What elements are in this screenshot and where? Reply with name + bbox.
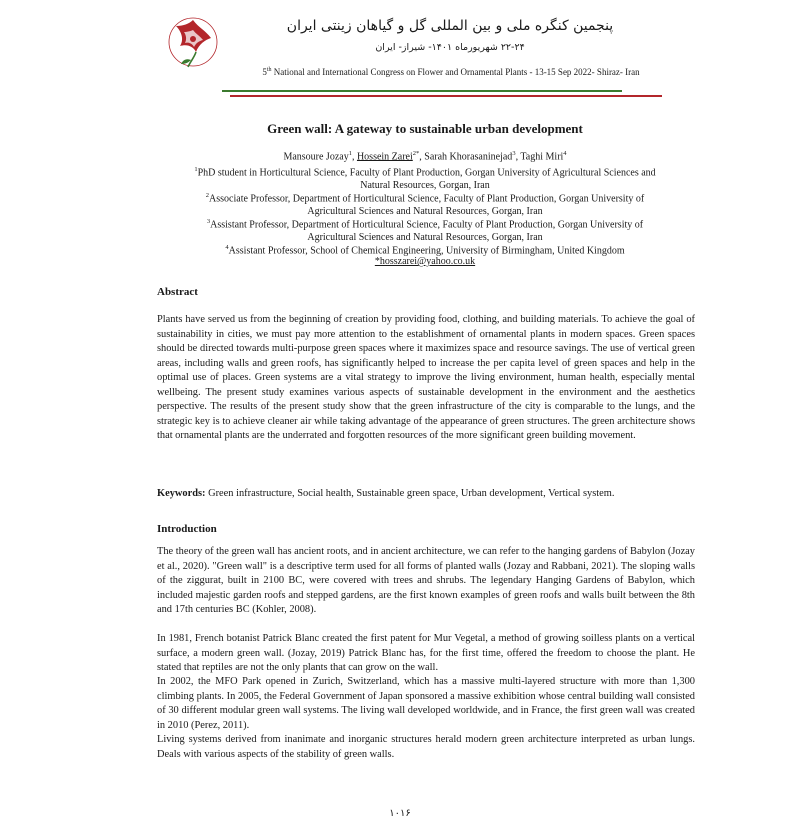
- corresponding-email-link[interactable]: *hosszarei@yahoo.co.uk: [374, 256, 476, 267]
- keywords-text: Green infrastructure, Social health, Sustainable green space, Urban development, Vertical system.: [208, 488, 615, 499]
- author-name: Hossein Zarei: [356, 151, 413, 163]
- introduction-paragraph: In 2002, the MFO Park opened in Zurich, Switzerland, which has a massive multi-layered structure with more than 1,300 climbing plants. In 2005, the Federal Government of Japan sponsored a massive exhibition whose central building wall consisted of 30 different modular green wall systems. The living wall developed worldwide, and in France, the first green wall was created in 2010 (Perez, 2011).: [157, 676, 695, 731]
- congress-logo-icon: [166, 12, 220, 72]
- introduction-paragraph: In 1981, French botanist Patrick Blanc created the first patent for Mur Vegetal, a method of growing soilless plants on a vertical surface, a modern green wall. (Jozay, 2019) Patrick Blanc has, for the first time, offered the freedom to choose the plant. He stated that reptiles are not the only plants that can grow on the wall.: [157, 633, 695, 673]
- congress-title-english: 5th National and International Congress on Flower and Ornamental Plants - 13-15 Sep 2022- Shiraz- Iran: [262, 67, 640, 77]
- header-rule-green: [222, 90, 622, 92]
- affiliation: $^1$PhD student in Horticultural Science, Faculty of Plant Production, Gorgan University of Agricultural Sciences and Natural Resources, Gorgan, Iran: [194, 166, 656, 192]
- keywords: [157, 487, 695, 502]
- affiliation: $^3$Assistant Professor, Department of Horticultural Science, Faculty of Plant Production, Gorgan University of Agricultural Sciences and Natural Resources, Gorgan, Iran: [206, 218, 644, 244]
- abstract-text: Plants have served us from the beginning of creation by providing food, clothing, and building materials. To achieve the goal of sustainability in cities, we must pay more attention to the establishment of ornamental plants in modern spaces. Green spaces should be directed towards multi-purpose green spaces where it maximizes space and resource savings. The use of vertical green areas, including walls and green roofs, has significantly helped to increase the per capita level of green spaces and help in the optimal use of places. Green systems are a vital strategy to improve the living environment, human health, especially mental wellbeing. The present study examines various aspects of sustainable development in the environment and the aesthetics perspective. The results of the present study show that the green infrastructure of the city is comparable to the lungs, and the strategic key is to achieve cleaner air while taking advantage of the appearance of green structures. The green architecture shows that ornamental plants are the underrated and forgotten resources of the more significant green building movement.: [157, 314, 695, 441]
- header-rule-red: [230, 95, 662, 97]
- keywords-label: Keywords:: [157, 488, 206, 499]
- author-name: Taghi Miri: [520, 151, 564, 163]
- congress-title-persian: پنجمین کنگره ملی و بین المللی گل و گیاهان زینتی ایران: [286, 18, 614, 34]
- author-list: Mansoure Jozay$^1$, Hossein Zarei$^{2*}$, Sarah Khorasaninejad$^3$, Taghi Miri$^4$: [283, 150, 567, 163]
- introduction-paragraph: The theory of the green wall has ancient roots, and in ancient architecture, we can refer to the hanging gardens of Babylon (Jozay et al., 2020). "Green wall" is a descriptive term used for all forms of planted walls (Jozay and Rabbani, 2021). The sloping walls of the ziggurat, built in 2100 BC, were covered with trees and shrubs. The legendary Hanging Gardens of Babylon, which included majestic garden roofs and stepped gardens, are the first known examples of green roofs and walls built between the 8th and 17th centuries BC (Kohler, 2008).: [157, 546, 695, 615]
- abstract-heading: Abstract: [157, 286, 198, 298]
- introduction-heading: Introduction: [157, 523, 217, 535]
- affiliation: $^2$Associate Professor, Department of Horticultural Science, Faculty of Plant Production, Gorgan University of Agricultural Sciences and Natural Resources, Gorgan, Iran: [205, 192, 645, 218]
- paper-title: Green wall: A gateway to sustainable urban development: [267, 121, 583, 136]
- affiliation: $^4$Assistant Professor, School of Chemical Engineering, University of Birmingham, United Kingdom: [225, 244, 625, 257]
- page-number: ۱۰۱۶: [389, 808, 411, 819]
- introduction-paragraph: Living systems derived from inanimate and inorganic structures herald modern green architecture interpreted as urban lungs. Deals with various aspects of the stability of green walls.: [157, 734, 695, 760]
- congress-dates-persian: ۲۲-۲۴ شهریورماه ۱۴۰۱- شیراز- ایران: [375, 42, 525, 53]
- author-name: Sarah Khorasaninejad: [424, 151, 513, 163]
- author-name: Mansoure Jozay: [283, 151, 349, 163]
